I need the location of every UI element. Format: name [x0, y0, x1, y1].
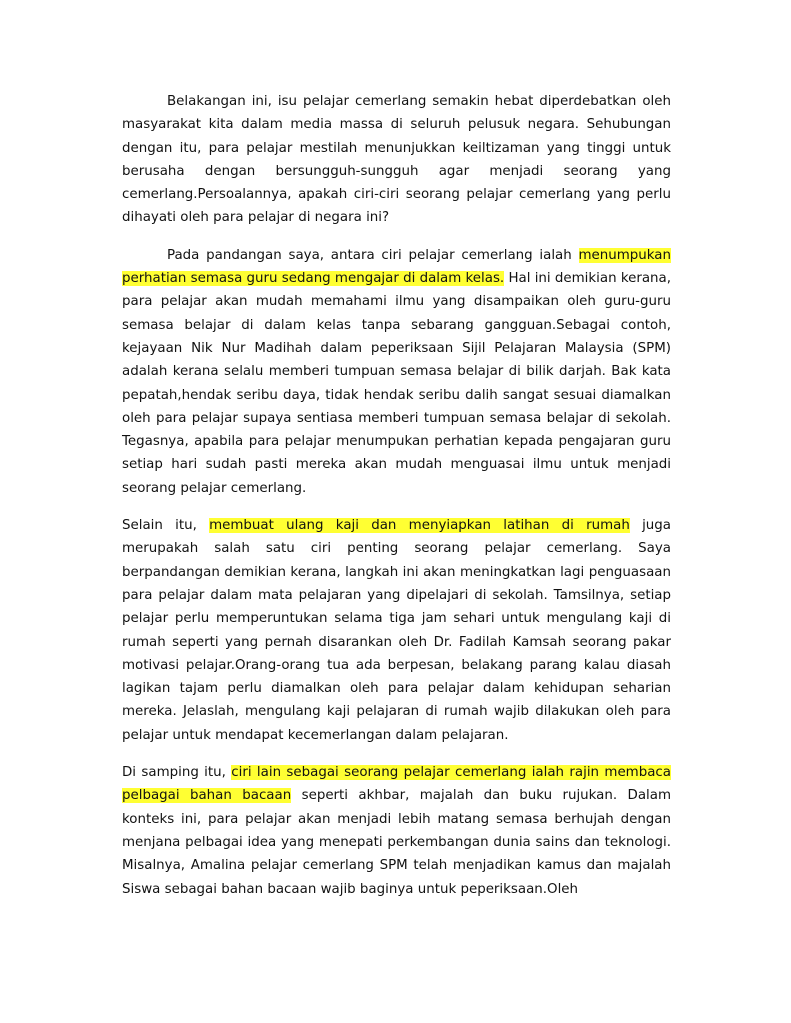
body-text: seperti akhbar, majalah dan buku rujukan. Dalam konteks ini, para pelajar akan menjadi lebih matang semasa berhujah dengan menjana pelbagai idea yang menepati perkembangan dunia sains dan teknologi. Misalnya, Amalina pelajar cemerlang SPM telah menjadikan kamus dan majalah Siswa sebagai bahan bacaan wajib baginya untuk peperiksaan.Oleh: [122, 788, 671, 897]
body-text: Pada pandangan saya, antara ciri pelajar cemerlang ialah: [167, 247, 579, 263]
paragraph-point-2: [122, 514, 671, 747]
highlighted-text: membuat ulang kaji dan menyiapkan latihan di rumah: [209, 518, 630, 534]
body-text: Selain itu,: [122, 518, 210, 534]
highlighted-text: ciri lain sebagai seorang pelajar cemerlang ialah rajin membaca pelbagai bahan bacaan: [122, 765, 672, 804]
paragraph-intro: [122, 90, 671, 230]
body-text: Hal ini demikian kerana, para pelajar akan mudah memahami ilmu yang disampaikan oleh guru-guru semasa belajar di dalam kelas tanpa sebarang gangguan.Sebagai contoh, kejayaan Nik Nur Madihah dalam peperiksaan Sijil Pelajaran Malaysia (SPM) adalah kerana selalu memberi tumpuan semasa belajar di bilik darjah. Bak kata pepatah,hendak seribu daya, tidak hendak seribu dalih sangat sesuai diamalkan oleh para pelajar supaya sentiasa memberi tumpuan semasa belajar di sekolah. Tegasnya, apabila para pelajar menumpukan perhatian kepada pengajaran guru setiap hari sudah pasti mereka akan mudah menguasai ilmu untuk menjadi seorang pelajar cemerlang.: [122, 271, 672, 496]
body-text: juga merupakah salah satu ciri penting seorang pelajar cemerlang. Saya berpandangan demikian kerana, langkah ini akan meningkatkan lagi penguasaan para pelajar dalam mata pelajaran yang dipelajari di sekolah. Tamsilnya, setiap pelajar perlu memperuntukan selama tiga jam sehari untuk mengulang kaji di rumah seperti yang pernah disarankan oleh Dr. Fadilah Kamsah seorang pakar motivasi pelajar.Orang-orang tua ada berpesan, belakang parang kalau diasah lagikan tajam perlu diamalkan oleh para pelajar dalam kehidupan seharian mereka. Jelaslah, mengulang kaji pelajaran di rumah wajib dilakukan oleh para pelajar untuk mendapat kecemerlangan dalam pelajaran.: [122, 518, 671, 743]
paragraph-point-1: [122, 244, 671, 500]
body-text: Di samping itu,: [122, 765, 232, 781]
paragraph-point-3: [122, 761, 671, 901]
body-text: Belakangan ini, isu pelajar cemerlang semakin hebat diperdebatkan oleh masyarakat kita dalam media massa di seluruh pelusuk negara. Sehubungan dengan itu, para pelajar mestilah menunjukkan keiltizaman yang tinggi untuk berusaha dengan bersungguh-sungguh agar menjadi seorang yang cemerlang.Persoalannya, apakah ciri-ciri seorang pelajar cemerlang yang perlu dihayati oleh para pelajar di negara ini?: [122, 94, 671, 226]
essay-page: [122, 90, 671, 915]
highlighted-text: menumpukan perhatian semasa guru sedang mengajar di dalam kelas.: [122, 247, 671, 287]
